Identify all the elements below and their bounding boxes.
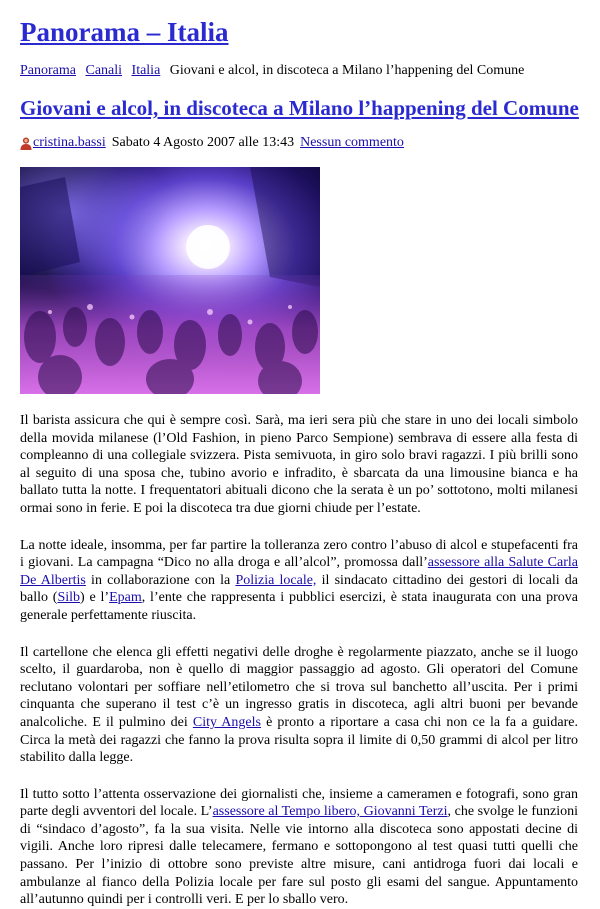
paragraph-2 [20,537,578,625]
link-polizia-locale[interactable]: Polizia locale, [235,572,317,588]
paragraph-3 [20,644,578,767]
breadcrumb-panorama[interactable]: Panorama [20,63,76,78]
text-segment: Il tutto sotto l’attenta osservazione dei giornalisti che, insieme a cameramen e fotografi, sono gran parte degli avventori del locale. L’ [20,786,578,820]
post-title [20,94,580,122]
site-title [20,0,580,50]
text-segment: ) e l’ [80,590,110,606]
breadcrumb-current: Giovani e alcol, in discoteca a Milano l’happening del Comune [169,63,525,78]
text-segment: Il cartellone che elenca gli effetti negativi delle droghe è regolarmente piazzato, anche se il luogo scelto, il guardaroba, non è quello di maggior passaggio ad agosto. Gli operatori del Comune reclutano volontari per soffiare nell’etilometro che si trova sul banchetto all’uscita. Per i primi cinquanta che superano il test c’è un ingresso gratis in discoteca, agli altri buoni per bevande analcoliche. E il pulmino dei [20,644,578,730]
text-segment: La notte ideale, insomma, per far partire la tolleranza zero contro l’abuso di alcol e stupefacenti fra i giovani. La campagna “Dico no alla droga e all’alcol”, promossa dall’ [20,537,578,571]
paragraph-1: Il barista assicura che qui è sempre così. Sarà, ma ieri sera più che stare in uno dei locali simbolo della movida milanese (l’Old Fashion, in pieno Parco Sempione) sembrava di essere alla festa di compleanno di una collegiale svizzera. Pista semivuota, in giro solo bravi ragazzi. I più brilli sono al seguito di una sposa che, tubino avorio e infradito, è sbarcata da una limousine bianca e ha ballato tutta la notte. I frequentatori abituali dicono che la serata è un po’ sottotono, molti milanesi ormai sono in ferie. E poi la discoteca tra due giorni chiude per l’estate. [20,413,578,516]
user-icon [20,137,32,150]
site-title-link[interactable]: Panorama – Italia [20,17,229,47]
link-city-angels[interactable]: City Angels [192,714,261,730]
link-assessore-tempo-libero[interactable]: assessore al Tempo libero, Giovanni Terzi [212,804,448,820]
paragraph-4 [20,786,578,909]
post-title-link[interactable]: Giovani e alcol, in discoteca a Milano l’happening del Comune [20,96,579,120]
link-assessore-salute[interactable]: assessore alla Salute Carla De Albertis [20,555,578,588]
text-segment: in collaborazione con la [85,572,236,588]
author-link[interactable]: cristina.bassi [33,135,106,150]
text-segment: , che svolge le funzioni di “sindaco d’agosto”, fa la sua visita. Nelle vie intorno alla discoteca sono appostati decine di vigili. Anche loro ripresi dalle telecamere, fermano e sottopongono al test quasi tutti quelli che passano. Per l’inizio di ottobre sono previste altre misure, cani antidroga fuori dai locali e ambulanze al fianco della Polizia locale per fare sul posto gli esami del sangue. Appuntamento all’autunno quindi per i controlli veri. E per lo sballo vero. [20,804,579,908]
breadcrumb-canali[interactable]: Canali [85,63,123,78]
post-date: Sabato 4 Agosto 2007 alle 13:43 [111,135,295,150]
article-body [20,412,580,909]
text-segment: il sindacato cittadino dei gestori di locali da ballo ( [20,572,579,606]
text-segment: , l’ente che rappresenta i pubblici esercizi, è stata inaugurata con una prova generale perfettamente riuscita. [20,590,579,623]
text-segment: è pronto a riportare a casa chi non ce la fa a guidare. Circa la metà dei ragazzi che fanno la prova risulta sopra il limite di 0,50 grammi di alcol per litro stabilito dalla legge. [20,714,579,766]
link-silb[interactable]: Silb [57,590,81,606]
link-epam[interactable]: Epam [109,590,142,606]
comments-link[interactable]: Nessun commento [300,135,404,150]
nightclub-photo [20,167,320,394]
post-meta [20,134,580,152]
breadcrumb-italia[interactable]: Italia [131,63,161,78]
breadcrumb [20,62,580,80]
